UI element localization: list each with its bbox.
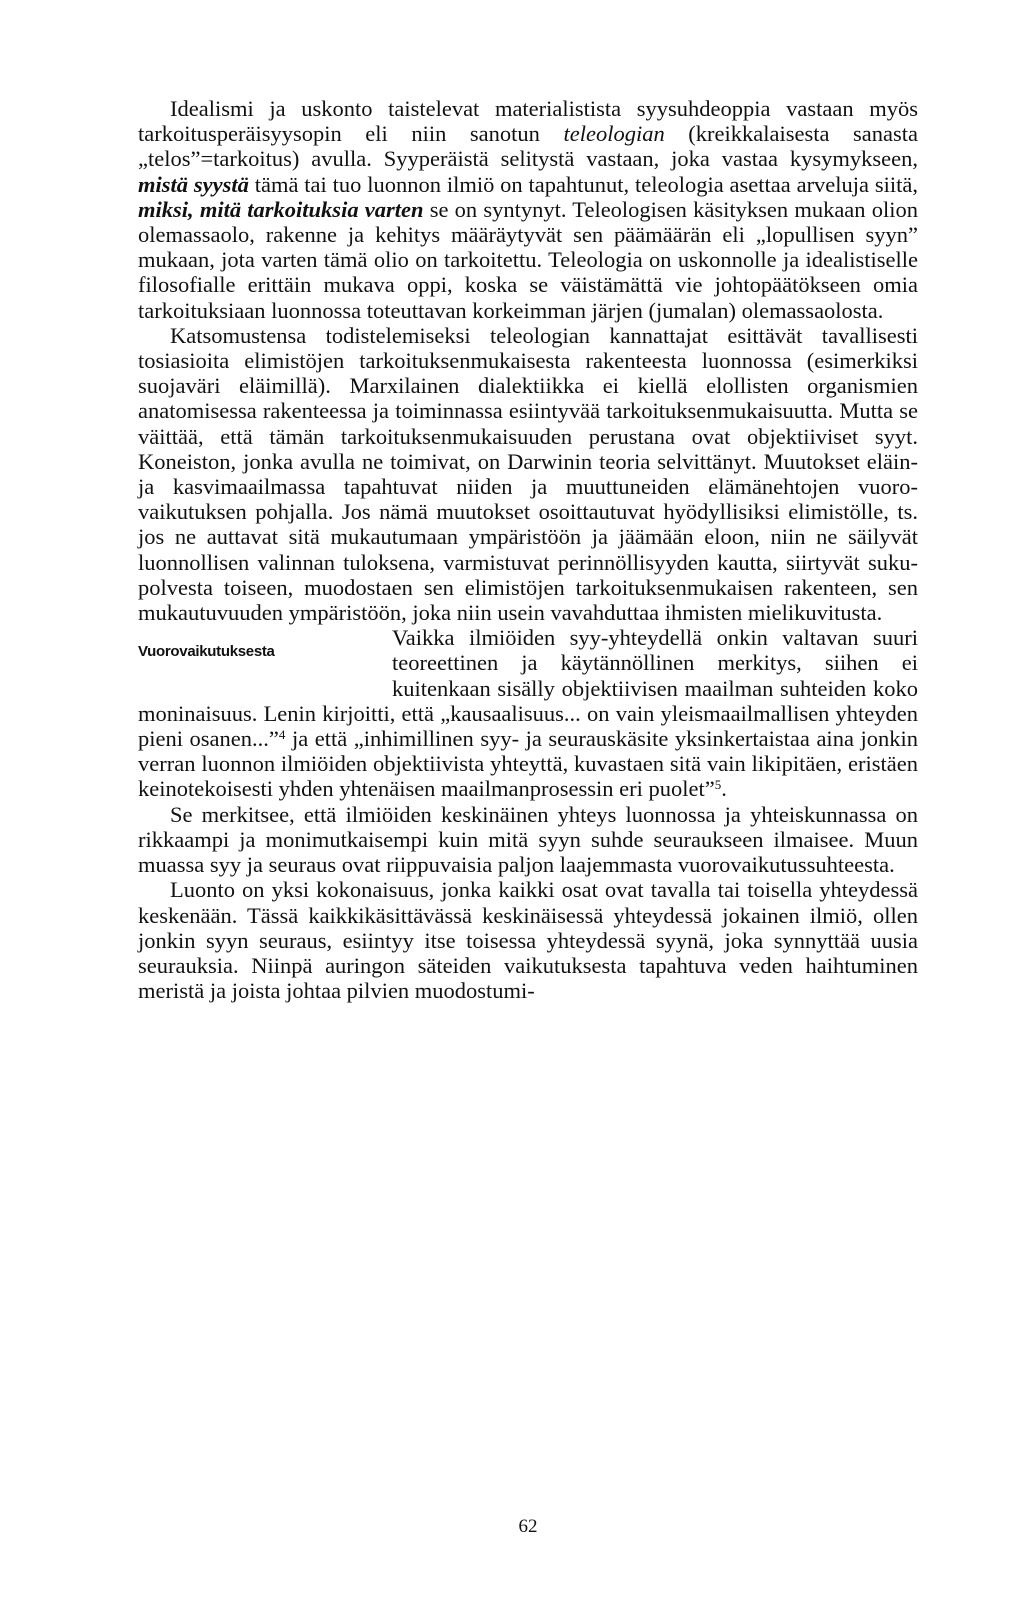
text-run: .: [721, 776, 727, 802]
text-run: ja että „inhimillinen syy- ja seurauskäsite yksinkertaistaa aina jonkin verran luonnon ilmiöiden objektiivista yhteyttä, kuvastaen sitä vain likipitäen, eristäen keinotekoisesti yhden yhtenäisen maailmanprosessin eri puolet”: [138, 726, 918, 802]
paragraph: [138, 96, 918, 323]
paragraph: [138, 802, 918, 878]
emphasis: miksi, mitä tarkoituksia varten: [138, 196, 424, 222]
text-run: Katsomustensa todistelemiseksi teleologian kannattajat esittävät tavallisesti tosiasioita elimistöjen tarkoituksenmukaisesta rakenteesta luonnossa (esimerkiksi suojaväri eläimillä). Marxilainen dialektiikka ei kiellä elollisten organismien anatomisessa rakenteessa ja toiminnassa esiintyvää tarkoituksenmukaisuutta. Mutta se väittää, että tämän tarkoituksenmukaisuuden perustana ovat objektiiviset syyt. Koneiston, jonka avulla ne toimivat, on Darwinin teoria selvittänyt. Muutokset eläin- ja kasvimaailmassa tapahtuvat niiden ja muuttuneiden elämänehtojen vuorovaikutuksen pohjalla. Jos nämä muutokset osoittautuvat hyödyllisiksi elimistölle, ts. jos ne auttavat sitä mukautumaan ympäristöön ja jäämään eloon, niin ne säilyvät luonnollisen valinnan tuloksena, varmistuvat perinnöllisyyden kautta, siirtyvät sukupolvesta toiseen, muodostaen sen elimistöjen tarkoituksenmukaisen rakenteen, sen mukautuvuuden ympäristöön, joka niin usein vavahduttaa ihmisten mielikuvitusta.: [138, 322, 918, 626]
text-run: Luonto on yksi kokonaisuus, jonka kaikki osat ovat tavalla tai toisella yhteydessä keskenään. Tässä kaikkikäsittävässä keskinäisessä yhteydessä jokainen ilmiö, ollen jonkin syyn seuraus, esiintyy itse toisessa yhteydessä syynä, joka synnyttää uusia seurauksia. Niinpä auringon säteiden vaikutuksesta tapahtuva veden haihtuminen meristä ja joista johtaa pilvien muodostumi-: [138, 877, 918, 1004]
paragraph: [138, 323, 918, 625]
emphasis: teleologian: [563, 121, 665, 147]
section-interaction: [138, 625, 918, 801]
book-page: [138, 96, 919, 1537]
text-run: (kreikkalaisesta sanasta „telos”=tarkoitus) avulla. Syyperäistä selitystä vastaan, joka vastaa kysymykseen,: [138, 121, 918, 172]
text-section-interaction: [138, 802, 918, 1004]
page-number: 62: [518, 1516, 538, 1537]
emphasis: mistä syystä: [138, 171, 249, 197]
text-run: se on syntynyt. Teleologisen käsityksen mukaan olion olemassaolo, rakenne ja kehitys määräytyvät sen päämäärän eli „lopullisen syyn” mukaan, jota varten tämä olio on tarkoitettu. Teleologia on uskonnolle ja idealistiselle filosofialle erittäin mukava oppi, koska se väistämättä vie johtopäätökseen omia tarkoituksiaan luonnossa toteuttavan korkeimman järjen (jumalan) olemassaolosta.: [138, 196, 918, 323]
footnote-ref: 4: [278, 727, 286, 743]
side-heading: Vuorovaikutuksesta: [138, 643, 275, 661]
text-section-teleology: [138, 96, 918, 625]
text-run: Vaikka ilmiöiden syy-yhteydellä onkin valtavan suuri teoreettinen ja käytännöllinen merkitys, siihen ei kuitenkaan sisälly objektiivisen maailman suhteiden koko moninaisuus. Lenin kirjoitti, että „kausaalisuus... on vain yleismaailmallisen yhteyden pieni osanen...”: [138, 625, 918, 752]
paragraph: [138, 877, 918, 1003]
text-run: tämä tai tuo luonnon ilmiö on tapahtunut, teleologia asettaa arveluja siitä,: [248, 171, 919, 197]
text-run: Se merkitsee, että ilmiöiden keskinäinen yhteys luonnossa ja yhteiskunnassa on rikkaampi ja monimutkaisempi kuin mitä syyn suhde seuraukseen ilmaisee. Muun muassa syy ja seuraus ovat riippuvaisia paljon laajemmasta vuorovaikutussuhteesta.: [138, 801, 918, 878]
text-run: Idealismi ja uskonto taistelevat materialistista syysuhdeoppia vastaan myös tarkoitusperäisyysopin eli niin sanotun: [138, 96, 918, 147]
footnote-ref: 5: [714, 777, 722, 793]
